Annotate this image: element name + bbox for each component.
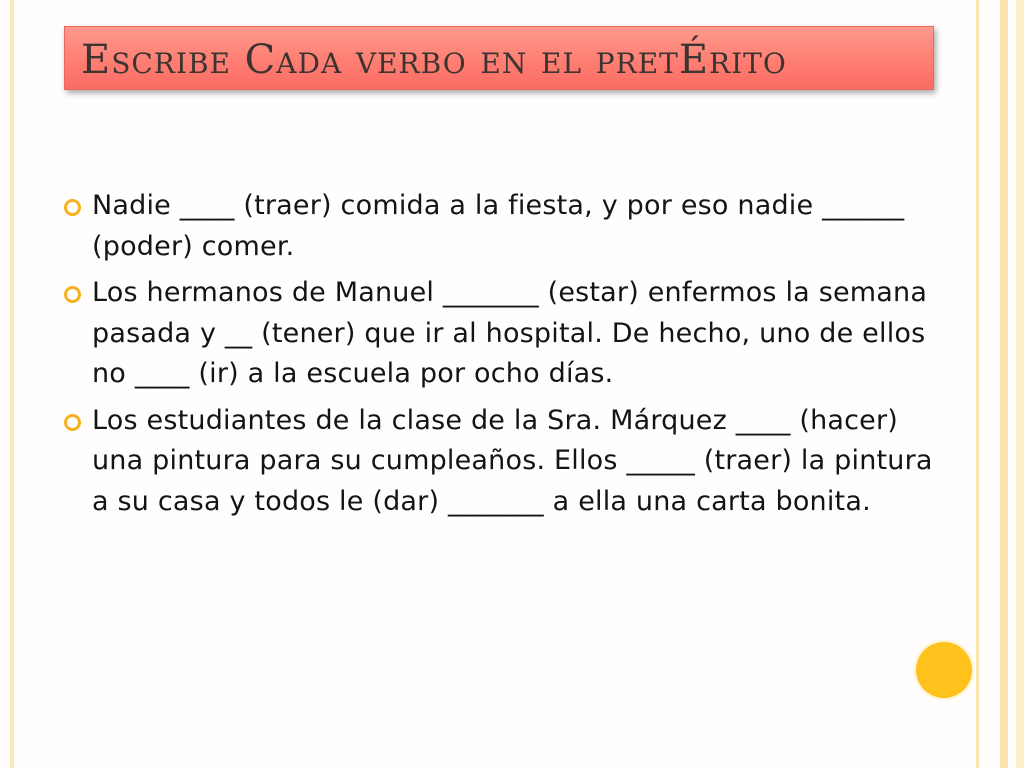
bullet-text: Los estudiantes de la clase de la Sra. Márquez ____ (hacer) una pintura para su cumpleaños. Ellos _____ (traer) la pintura a su casa y todos le (dar) _______ a ella una carta bonita. — [92, 404, 933, 517]
list-item — [58, 401, 938, 523]
bullet-icon — [64, 286, 81, 303]
title-bar — [64, 26, 934, 90]
left-border-stripe — [10, 0, 14, 768]
list-item — [58, 186, 938, 267]
bullet-icon — [64, 199, 81, 216]
decorative-circle — [914, 640, 974, 700]
bullet-text: Nadie ____ (traer) comida a la fiesta, y por eso nadie ______ (poder) comer. — [92, 190, 905, 262]
bullet-icon — [64, 414, 81, 431]
right-border-stripe-inner — [1000, 0, 1008, 768]
right-border-edge — [1016, 0, 1024, 768]
bullet-text: Los hermanos de Manuel _______ (estar) enfermos la semana pasada y __ (tener) que ir al hospital. De hecho, uno de ellos no ____ (ir) a la escuela por ocho días. — [92, 277, 928, 389]
list-item — [58, 273, 938, 395]
bullet-list — [58, 186, 938, 528]
slide-title: Escribe Cada verbo en el pretÉrito — [81, 37, 787, 83]
right-border-stripe — [976, 0, 979, 768]
